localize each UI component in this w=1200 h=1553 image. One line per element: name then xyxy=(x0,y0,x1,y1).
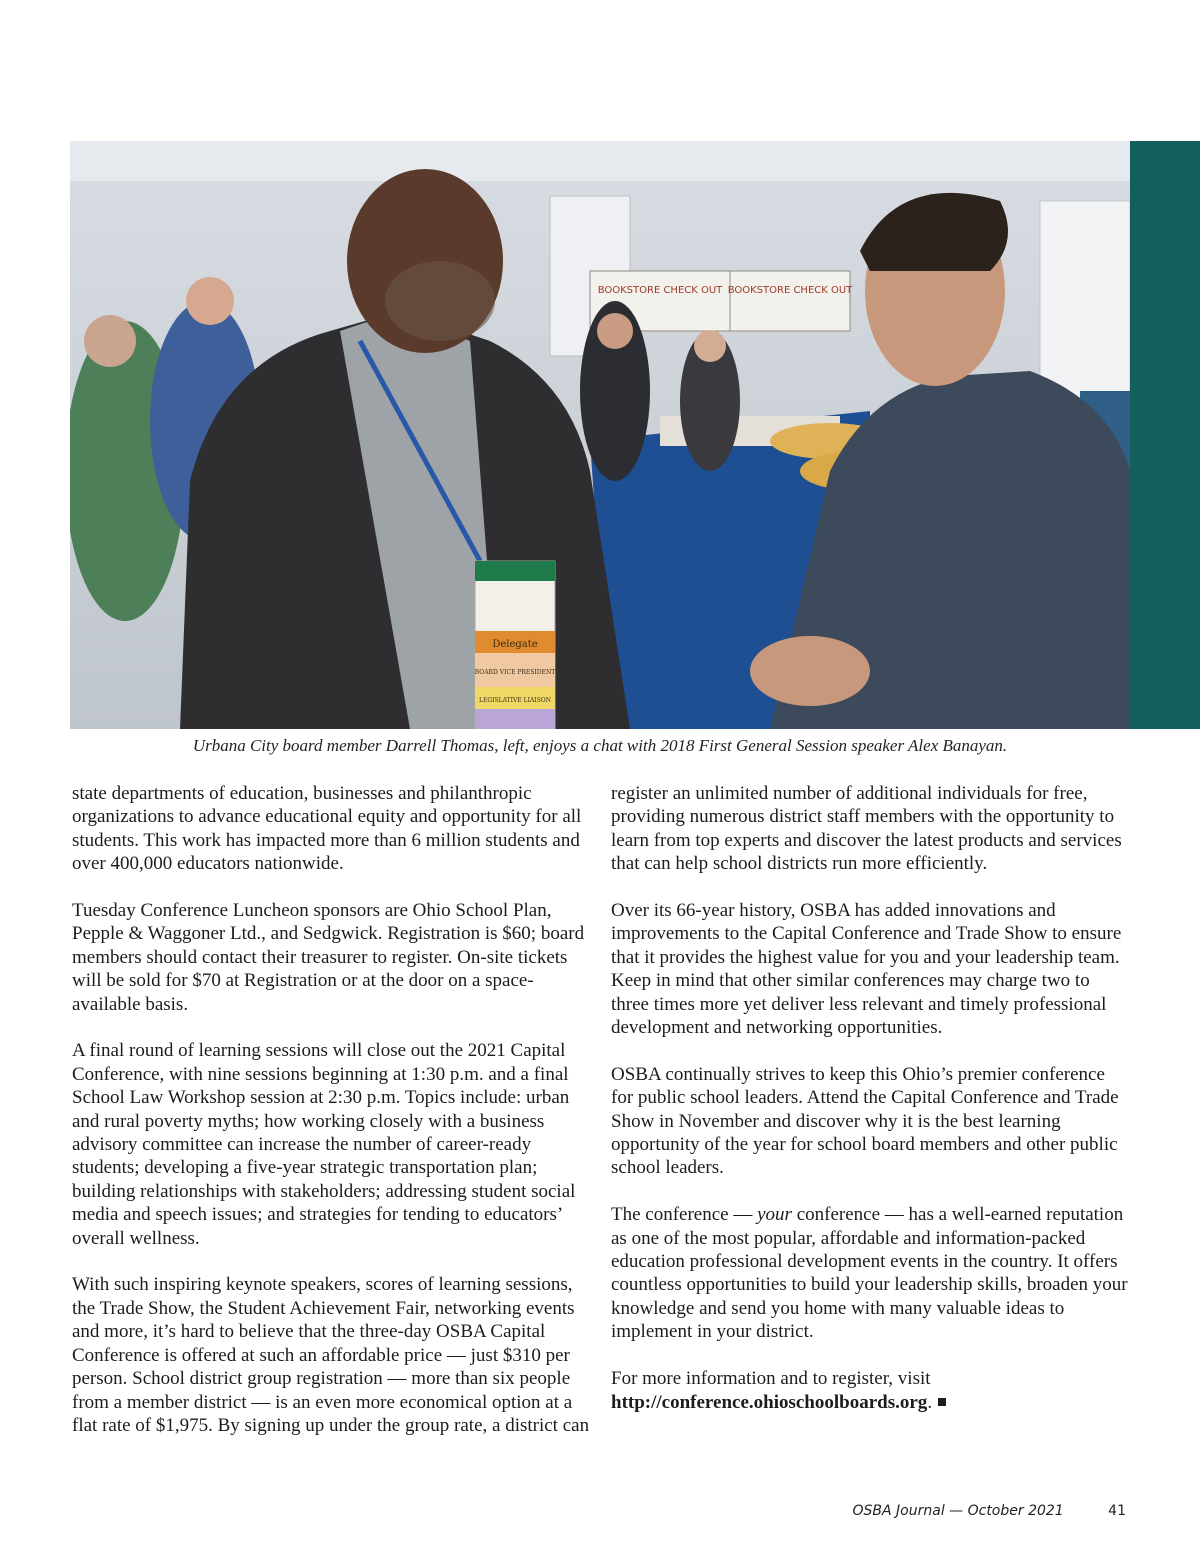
p4-body: conference — has a well-earned reputation as one of the most popular, affordable and information-packed education professional development events in the country. It offers countless opportunities to build your leadership skills, broaden your knowledge and send you home with many valuable ideas to implement in your district. xyxy=(611,1204,1128,1343)
right-paragraph-2: Over its 66-year history, OSBA has added innovations and improvements to the Capital Conference and Trade Show to ensure that it provides the highest value for you and your leadership team. Keep in mind that other similar conferences may charge two to three times more yet deliver less relevant and timely professional development and networking opportunities. xyxy=(611,900,1122,1039)
left-paragraph-4: With such inspiring keynote speakers, scores of learning sessions, the Trade Show, the Student Achievement Fair, networking events and more, it’s hard to believe that the three-day OSBA Capital Conference is offered at such an affordable price — just $310 per person. School district group registration — more than six people from a member district — is an even more economical option at a flat rate of $1,975. By signing up under the group rate, a district can xyxy=(72,1274,590,1436)
page-footer xyxy=(853,1503,1127,1519)
badge-ribbon-delegate: Delegate xyxy=(492,639,538,650)
badge-ribbon-legislative: LEGISLATIVE LIAISON xyxy=(479,697,551,704)
badge-ribbon-vice-president: BOARD VICE PRESIDENT xyxy=(474,669,556,676)
bookstore-sign-1: BOOKSTORE CHECK OUT xyxy=(597,285,723,296)
p4-intro: The conference — xyxy=(611,1204,758,1226)
left-paragraph-1: state departments of education, businesses and philanthropic organizations to advance educational equity and opportunity for all students. This work has impacted more than 6 million students and over 400,000 educators nationwide. xyxy=(72,783,582,875)
article-photo xyxy=(70,141,1130,729)
page-number: 41 xyxy=(1108,1503,1126,1519)
right-paragraph-4 xyxy=(611,1203,1131,1343)
p4-emphasis: your xyxy=(757,1204,792,1226)
article-right-column xyxy=(611,782,1131,1414)
photo-caption: Urbana City board member Darrell Thomas, left, enjoys a chat with 2018 First General Session speaker Alex Banayan. xyxy=(192,736,1008,755)
end-of-article-mark xyxy=(938,1398,946,1406)
right-paragraph-5 xyxy=(611,1367,1131,1414)
left-paragraph-3: A final round of learning sessions will close out the 2021 Capital Conference, with nine sessions beginning at 1:30 p.m. and a final School Law Workshop session at 2:30 p.m. Topics include: urban and rural poverty myths; how working closely with a business advisory committee can increase the number of career-ready students; developing a five-year strategic transportation plan; building relationships with stakeholders; addressing student social media and speech issues; and strategies for tending to educators’ overall wellness. xyxy=(72,1040,576,1249)
p5-period: . xyxy=(927,1391,933,1413)
article-left-column xyxy=(72,782,592,1437)
bookstore-sign-2: BOOKSTORE CHECK OUT xyxy=(727,285,853,296)
p5-intro: For more information and to register, visit xyxy=(611,1368,931,1390)
conference-link[interactable]: http://conference.ohioschoolboards.org xyxy=(611,1391,928,1413)
right-paragraph-1: register an unlimited number of additional individuals for free, providing numerous district staff members with the opportunity to learn from top experts and discover the latest products and services that can help school districts run more efficiently. xyxy=(611,783,1122,875)
conference-photo-illustration xyxy=(70,141,1130,729)
journal-name: OSBA Journal — October 2021 xyxy=(852,1503,1064,1519)
teal-accent-bar xyxy=(1130,141,1200,729)
left-paragraph-2: Tuesday Conference Luncheon sponsors are Ohio School Plan, Pepple & Waggoner Ltd., and Sedgwick. Registration is $60; board members should contact their treasurer to register. On-site tickets will be sold for $70 at Registration or at the door on a space-available basis. xyxy=(72,900,585,1015)
right-paragraph-3: OSBA continually strives to keep this Ohio’s premier conference for public school leaders. Attend the Capital Conference and Trade Show in November and discover why it is the best learning opportunity of the year for school board members and other public school leaders. xyxy=(611,1063,1119,1179)
